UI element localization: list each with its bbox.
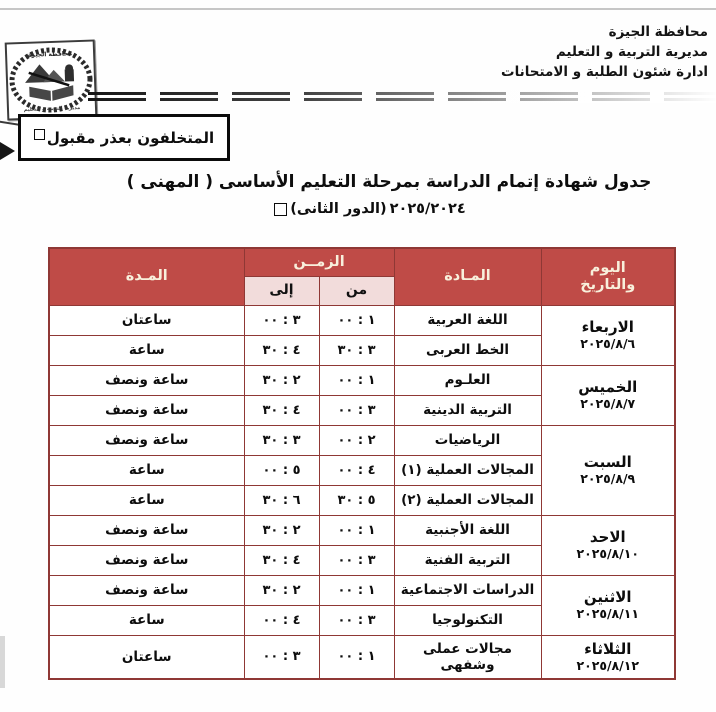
time-from-cell — [319, 365, 394, 395]
table-row — [49, 425, 675, 455]
duration-cell — [49, 335, 244, 365]
time-to-cell — [244, 395, 319, 425]
time-from-cell — [319, 395, 394, 425]
col-header-day-line1: اليوم — [589, 260, 626, 277]
decorative-separator — [88, 92, 716, 101]
subject-cell-text: الدراسات الاجتماعية — [400, 582, 535, 598]
duration-cell — [49, 365, 244, 395]
time-to-cell-text: ٢ : ٣٠ — [262, 372, 301, 388]
time-from-cell-text: ٤ : ٠٠ — [337, 462, 376, 478]
subject-cell-text: العلـوم — [444, 372, 491, 388]
duration-cell-text: ساعة ونصف — [105, 522, 189, 538]
time-to-cell-text: ٢ : ٣٠ — [262, 522, 301, 538]
time-from-cell — [319, 515, 394, 545]
duration-cell-text: ساعتان — [121, 648, 172, 665]
time-from-cell-text: ١ : ٠٠ — [337, 582, 376, 598]
table-row — [49, 575, 675, 605]
subject-cell — [394, 545, 541, 575]
time-from-cell — [319, 545, 394, 575]
duration-cell-text: ساعة ونصف — [105, 432, 189, 448]
time-to-cell — [244, 365, 319, 395]
day-name: الخميس — [578, 378, 638, 397]
duration-cell — [49, 395, 244, 425]
day-cell — [541, 575, 675, 635]
time-to-cell — [244, 305, 319, 335]
giza-education-emblem — [8, 43, 94, 118]
scan-left-edge-shadow — [0, 636, 5, 688]
day-cell — [541, 515, 675, 575]
table-header — [49, 248, 675, 305]
col-header-day-line2: والتاريخ — [580, 276, 636, 293]
time-to-cell — [244, 515, 319, 545]
org-header — [501, 22, 708, 82]
duration-cell — [49, 515, 244, 545]
time-from-cell — [319, 425, 394, 455]
time-from-cell — [319, 455, 394, 485]
academic-year: ٢٠٢٥/٢٠٢٤ — [389, 201, 466, 217]
stamp-label: المتخلفون بعذر مقبول — [46, 128, 215, 147]
subject-cell-text: التربية الدينية — [423, 402, 512, 418]
time-from-cell-text: ٣ : ٠٠ — [337, 402, 376, 418]
subject-cell-text: المجالات العملية (١) — [401, 462, 534, 478]
day-date: ٢٠٢٥/٨/١١ — [576, 606, 640, 622]
day-cell — [541, 305, 675, 365]
time-from-cell-text: ٣ : ٣٠ — [337, 342, 376, 358]
day-name: الثلاثاء — [584, 639, 632, 658]
time-to-cell-text: ٤ : ٠٠ — [262, 612, 301, 628]
time-from-cell-text: ٣ : ٠٠ — [337, 552, 376, 568]
time-from-cell — [319, 335, 394, 365]
duration-cell-text: ساعة ونصف — [105, 402, 189, 418]
subject-cell-text: المجالات العملية (٢) — [401, 492, 534, 508]
org-line-administration: ادارة شئون الطلبة و الامتحانات — [501, 64, 708, 80]
time-to-cell-text: ٤ : ٣٠ — [262, 552, 301, 568]
day-cell — [541, 635, 675, 679]
table-row — [49, 305, 675, 335]
time-to-cell-text: ٣ : ٣٠ — [262, 432, 301, 448]
duration-cell-text: ساعة ونصف — [105, 552, 189, 568]
subject-cell — [394, 635, 541, 679]
duration-cell-text: ساعة — [128, 462, 165, 478]
duration-cell — [49, 635, 244, 679]
day-date: ٢٠٢٥/٨/١٠ — [576, 546, 640, 562]
duration-cell — [49, 305, 244, 335]
round-label: (الدور الثانى) — [290, 201, 387, 217]
time-from-cell-text: ٢ : ٠٠ — [337, 432, 376, 448]
time-to-cell-text: ٤ : ٣٠ — [262, 342, 301, 358]
duration-cell — [49, 485, 244, 515]
table-row — [49, 515, 675, 545]
col-header-subject: المـادة — [394, 248, 541, 305]
time-to-cell — [244, 575, 319, 605]
duration-cell-text: ساعة — [128, 492, 165, 508]
time-from-cell — [319, 575, 394, 605]
time-from-cell — [319, 605, 394, 635]
subject-cell — [394, 485, 541, 515]
subject-cell-text: التكنولوجيا — [432, 612, 503, 628]
day-name: الاثنين — [583, 588, 632, 607]
time-to-cell-text: ٢ : ٣٠ — [262, 582, 301, 598]
col-header-from: من — [319, 276, 394, 305]
time-from-cell-text: ٣ : ٠٠ — [337, 612, 376, 628]
time-to-cell-text: ٦ : ٣٠ — [262, 492, 301, 508]
time-from-cell — [319, 485, 394, 515]
svg-text:مديرية التربية و التعليم: مديرية التربية و التعليم — [23, 105, 81, 113]
subject-cell — [394, 425, 541, 455]
col-header-time: الزمــن — [244, 248, 394, 276]
scan-corner-mark — [0, 142, 15, 160]
time-from-cell-text: ١ : ٠٠ — [337, 372, 376, 388]
time-to-cell-text: ٣ : ٠٠ — [262, 312, 301, 328]
separator-fade-overlay — [86, 90, 716, 103]
subject-cell — [394, 575, 541, 605]
time-to-cell — [244, 335, 319, 365]
duration-cell — [49, 455, 244, 485]
time-to-cell — [244, 455, 319, 485]
day-cell — [541, 425, 675, 515]
time-from-cell-text: ٥ : ٣٠ — [337, 492, 376, 508]
day-name: السبت — [583, 453, 632, 472]
time-from-cell — [319, 635, 394, 679]
day-date: ٢٠٢٥/٨/٩ — [580, 471, 636, 487]
duration-cell-text: ساعتان — [121, 312, 172, 328]
day-date: ٢٠٢٥/٨/٦ — [580, 336, 636, 352]
subject-cell-text: اللغة العربية — [427, 312, 508, 328]
org-line-directorate: مديرية التربية و التعليم — [555, 44, 708, 60]
schedule-title: جدول شهادة إتمام الدراسة بمرحلة التعليم الأساسى ( المهنى ) — [126, 172, 652, 192]
day-date: ٢٠٢٥/٨/١٢ — [576, 657, 640, 673]
org-line-governorate: محافظة الجيزة — [608, 24, 708, 40]
absentees-stamp-box — [18, 114, 230, 161]
duration-cell-text: ساعة ونصف — [105, 372, 189, 388]
duration-cell — [49, 605, 244, 635]
day-name: الاربعاء — [581, 318, 634, 337]
day-cell — [541, 365, 675, 425]
time-from-cell-text: ١ : ٠٠ — [337, 649, 376, 665]
subject-cell — [394, 515, 541, 545]
time-from-cell — [319, 305, 394, 335]
duration-cell-text: ساعة — [128, 342, 165, 358]
subject-cell — [394, 455, 541, 485]
time-from-cell-text: ١ : ٠٠ — [337, 522, 376, 538]
subject-cell-text: اللغة الأجنبية — [425, 522, 510, 538]
duration-cell-text: ساعة — [128, 612, 165, 628]
table-row — [49, 635, 675, 679]
subject-cell — [394, 335, 541, 365]
col-header-to: إلى — [244, 276, 319, 305]
duration-cell — [49, 545, 244, 575]
time-to-cell-text: ٥ : ٠٠ — [262, 462, 301, 478]
subject-cell — [394, 305, 541, 335]
subject-cell — [394, 395, 541, 425]
table-body — [49, 305, 675, 679]
duration-cell — [49, 425, 244, 455]
scan-top-edge-line — [0, 8, 716, 10]
time-to-cell-text: ٤ : ٣٠ — [262, 402, 301, 418]
subject-cell-text: الخط العربى — [425, 342, 510, 358]
time-to-cell — [244, 425, 319, 455]
day-name: الاحد — [589, 528, 626, 547]
stamp-checkbox — [34, 129, 45, 140]
time-to-cell — [244, 605, 319, 635]
col-header-duration: المـدة — [49, 248, 244, 305]
subject-cell-text: مجالات عملى وشفهى — [423, 640, 512, 673]
time-to-cell — [244, 545, 319, 575]
day-date: ٢٠٢٥/٨/٧ — [580, 396, 636, 412]
subject-cell-text: التربية الفنية — [424, 552, 511, 568]
subtitle-checkbox — [274, 203, 287, 216]
svg-text:محافظة الجيزة: محافظة الجيزة — [27, 50, 73, 59]
subject-cell-text: الرياضيات — [434, 432, 501, 448]
time-to-cell — [244, 485, 319, 515]
subject-cell — [394, 605, 541, 635]
duration-cell-text: ساعة ونصف — [105, 582, 189, 598]
subject-cell — [394, 365, 541, 395]
table-row — [49, 365, 675, 395]
duration-cell — [49, 575, 244, 605]
schedule-subtitle — [0, 201, 716, 217]
time-to-cell — [244, 635, 319, 679]
logo-box — [5, 39, 98, 120]
time-to-cell-text: ٣ : ٠٠ — [262, 649, 301, 665]
time-from-cell-text: ١ : ٠٠ — [337, 312, 376, 328]
col-header-day-date — [541, 248, 675, 305]
exam-schedule-table — [48, 247, 676, 680]
